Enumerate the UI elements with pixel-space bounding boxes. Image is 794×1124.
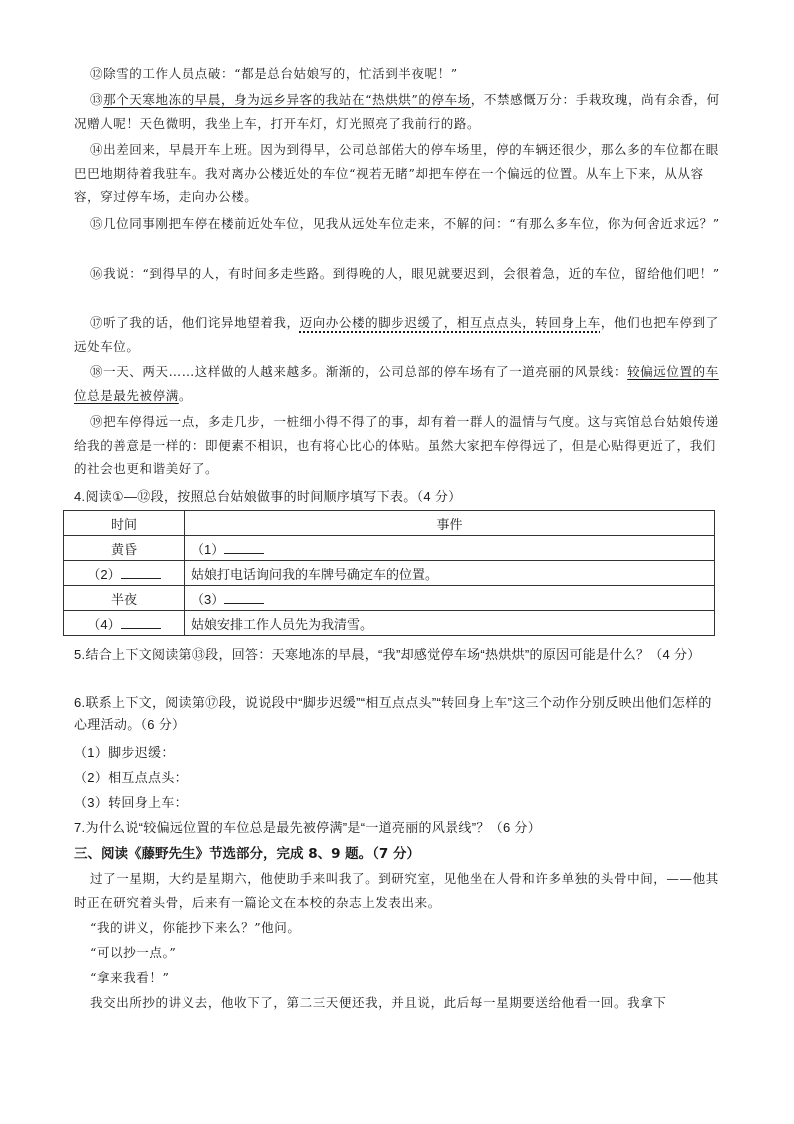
time-cell — [64, 611, 185, 636]
paragraph-13-underlined: 那个天寒地冻的早晨，身为远乡异客的我站在“热烘烘”的停车场 — [103, 92, 471, 107]
time-cell — [64, 561, 185, 586]
time-label: （2） — [87, 566, 121, 582]
paragraph-16: ⑯我说：“到得早的人，有时间多走些路。到得晚的人，眼见就要迟到，会很着急，近的车位，留给他们吧！” — [90, 266, 720, 281]
table-row — [64, 536, 715, 561]
table-header-row — [64, 511, 715, 536]
paragraph-17-end: ，他们也把车停到了远处车位。 — [74, 315, 719, 354]
event-cell — [185, 536, 715, 561]
header-time: 时间 — [64, 511, 185, 536]
paragraph-12: ⑫除雪的工作人员点破：“都是总台姑娘写的，忙活到半夜呢！” — [90, 66, 458, 81]
excerpt-paragraph-1: 过了一星期，大约是星期六，他使助手来叫我了。到研究室，见他坐在人骨和许多单独的头骨中间，——他其时正在研究着头骨，后来有一篇论文在本校的杂志上发表出来。 — [74, 871, 719, 910]
table-row — [64, 586, 715, 611]
paragraph-18-underlined: 较偏远位置的车位总是最先被停满 — [74, 364, 719, 403]
excerpt-paragraph-2: “我的讲义，你能抄下来么？”他问。 — [90, 920, 301, 935]
section-3-heading: 三、阅读《藤野先生》节选部分，完成 8、9 题。（7 分） — [74, 846, 421, 862]
paragraph-17-start: ⑰听了我的话，他们诧异地望着我， — [90, 315, 300, 330]
paragraph-18-start: ⑱一天、两天……这样做的人越来越多。渐渐的，公司总部的停车场有了一道亮丽的风景线： — [90, 364, 628, 379]
paragraph-13-number: ⑬ — [90, 92, 104, 107]
excerpt-paragraph-5: 我交出所抄的讲义去，他收下了，第二三天便还我，并且说，此后每一星期要送给他看一回。我拿下 — [90, 995, 667, 1010]
paragraph-18-end: 。 — [178, 387, 192, 403]
excerpt-paragraph-4: “拿来我看！” — [90, 970, 170, 985]
question-6: 6.联系上下文，阅读第⑰段，说说段中“脚步迟缓”“相互点点头”“转回身上车”这三个动作分别反映出他们怎样的心理活动。（6 分） — [74, 695, 712, 732]
paragraph-13 — [74, 88, 720, 135]
question-5: 5.结合上下文阅读第⑬段，回答：天寒地冻的早晨，“我”却感觉停车场“热烘烘”的原因可能是什么？（4 分） — [74, 647, 701, 662]
answer-blank[interactable] — [121, 566, 161, 579]
paragraph-17-dotted: 迈向办公楼的脚步迟缓了，相互点点头，转回身上车 — [299, 315, 601, 330]
time-cell: 半夜 — [64, 586, 185, 611]
answer-blank[interactable] — [224, 591, 264, 604]
event-label: （1） — [191, 541, 225, 557]
paragraph-18 — [74, 360, 720, 407]
event-table — [63, 510, 715, 636]
question-7: 7.为什么说“较偏远位置的车位总是最先被停满”是“一道亮丽的风景线”？（6 分） — [74, 820, 541, 835]
paragraph-19: ⑲把车停得远一点，多走几步，一桩细小得不得了的事，却有着一群人的温情与气度。这与宾馆总台姑娘传递给我的善意是一样的：即便素不相识，也有将心比心的体贴。虽然大家把车停得远了，但是心贴得更近了，我们的社会也更和谐美好了。 — [74, 414, 719, 476]
question-6-part-1: （1）脚步迟缓： — [74, 745, 175, 760]
question-6-part-2: （2）相互点点头： — [74, 770, 188, 785]
paragraph-15: ⑮几位同事刚把车停在楼前近处车位，见我从远处车位走来，不解的问：“有那么多车位，你为何舍近求远？” — [90, 216, 720, 231]
paragraph-13-rest: ，不禁感慨万分：手栽玫瑰，尚有余香，何况赠人呢！天色微明，我坐上车，打开车灯，灯光照亮了我前行的路。 — [74, 92, 720, 131]
excerpt-paragraph-3: “可以抄一点。” — [90, 945, 177, 960]
time-cell: 黄昏 — [64, 536, 185, 561]
table-row — [64, 611, 715, 636]
paragraph-14: ⑭出差回来，早晨开车上班。因为到得早，公司总部偌大的停车场里，停的车辆还很少，那么多的车位都在眼巴巴地期待着我驻车。我对离办公楼近处的车位“视若无睹”却把车停在一个偏远的位置。从车上下来，从从容容，穿过停车场，走向办公楼。 — [74, 142, 719, 204]
question-4: 4.阅读①—⑫段，按照总台姑娘做事的时间顺序填写下表。（4 分） — [74, 489, 462, 504]
header-event: 事件 — [185, 511, 715, 536]
table-row — [64, 561, 715, 586]
paragraph-17 — [74, 311, 720, 358]
event-cell: 姑娘打电话询问我的车牌号确定车的位置。 — [185, 561, 715, 586]
answer-blank[interactable] — [121, 616, 161, 629]
time-label: （4） — [87, 616, 121, 632]
answer-blank[interactable] — [224, 541, 264, 554]
event-cell — [185, 586, 715, 611]
event-label: （3） — [191, 591, 225, 607]
question-6-part-3: （3）转回身上车： — [74, 795, 188, 810]
event-cell: 姑娘安排工作人员先为我清雪。 — [185, 611, 715, 636]
